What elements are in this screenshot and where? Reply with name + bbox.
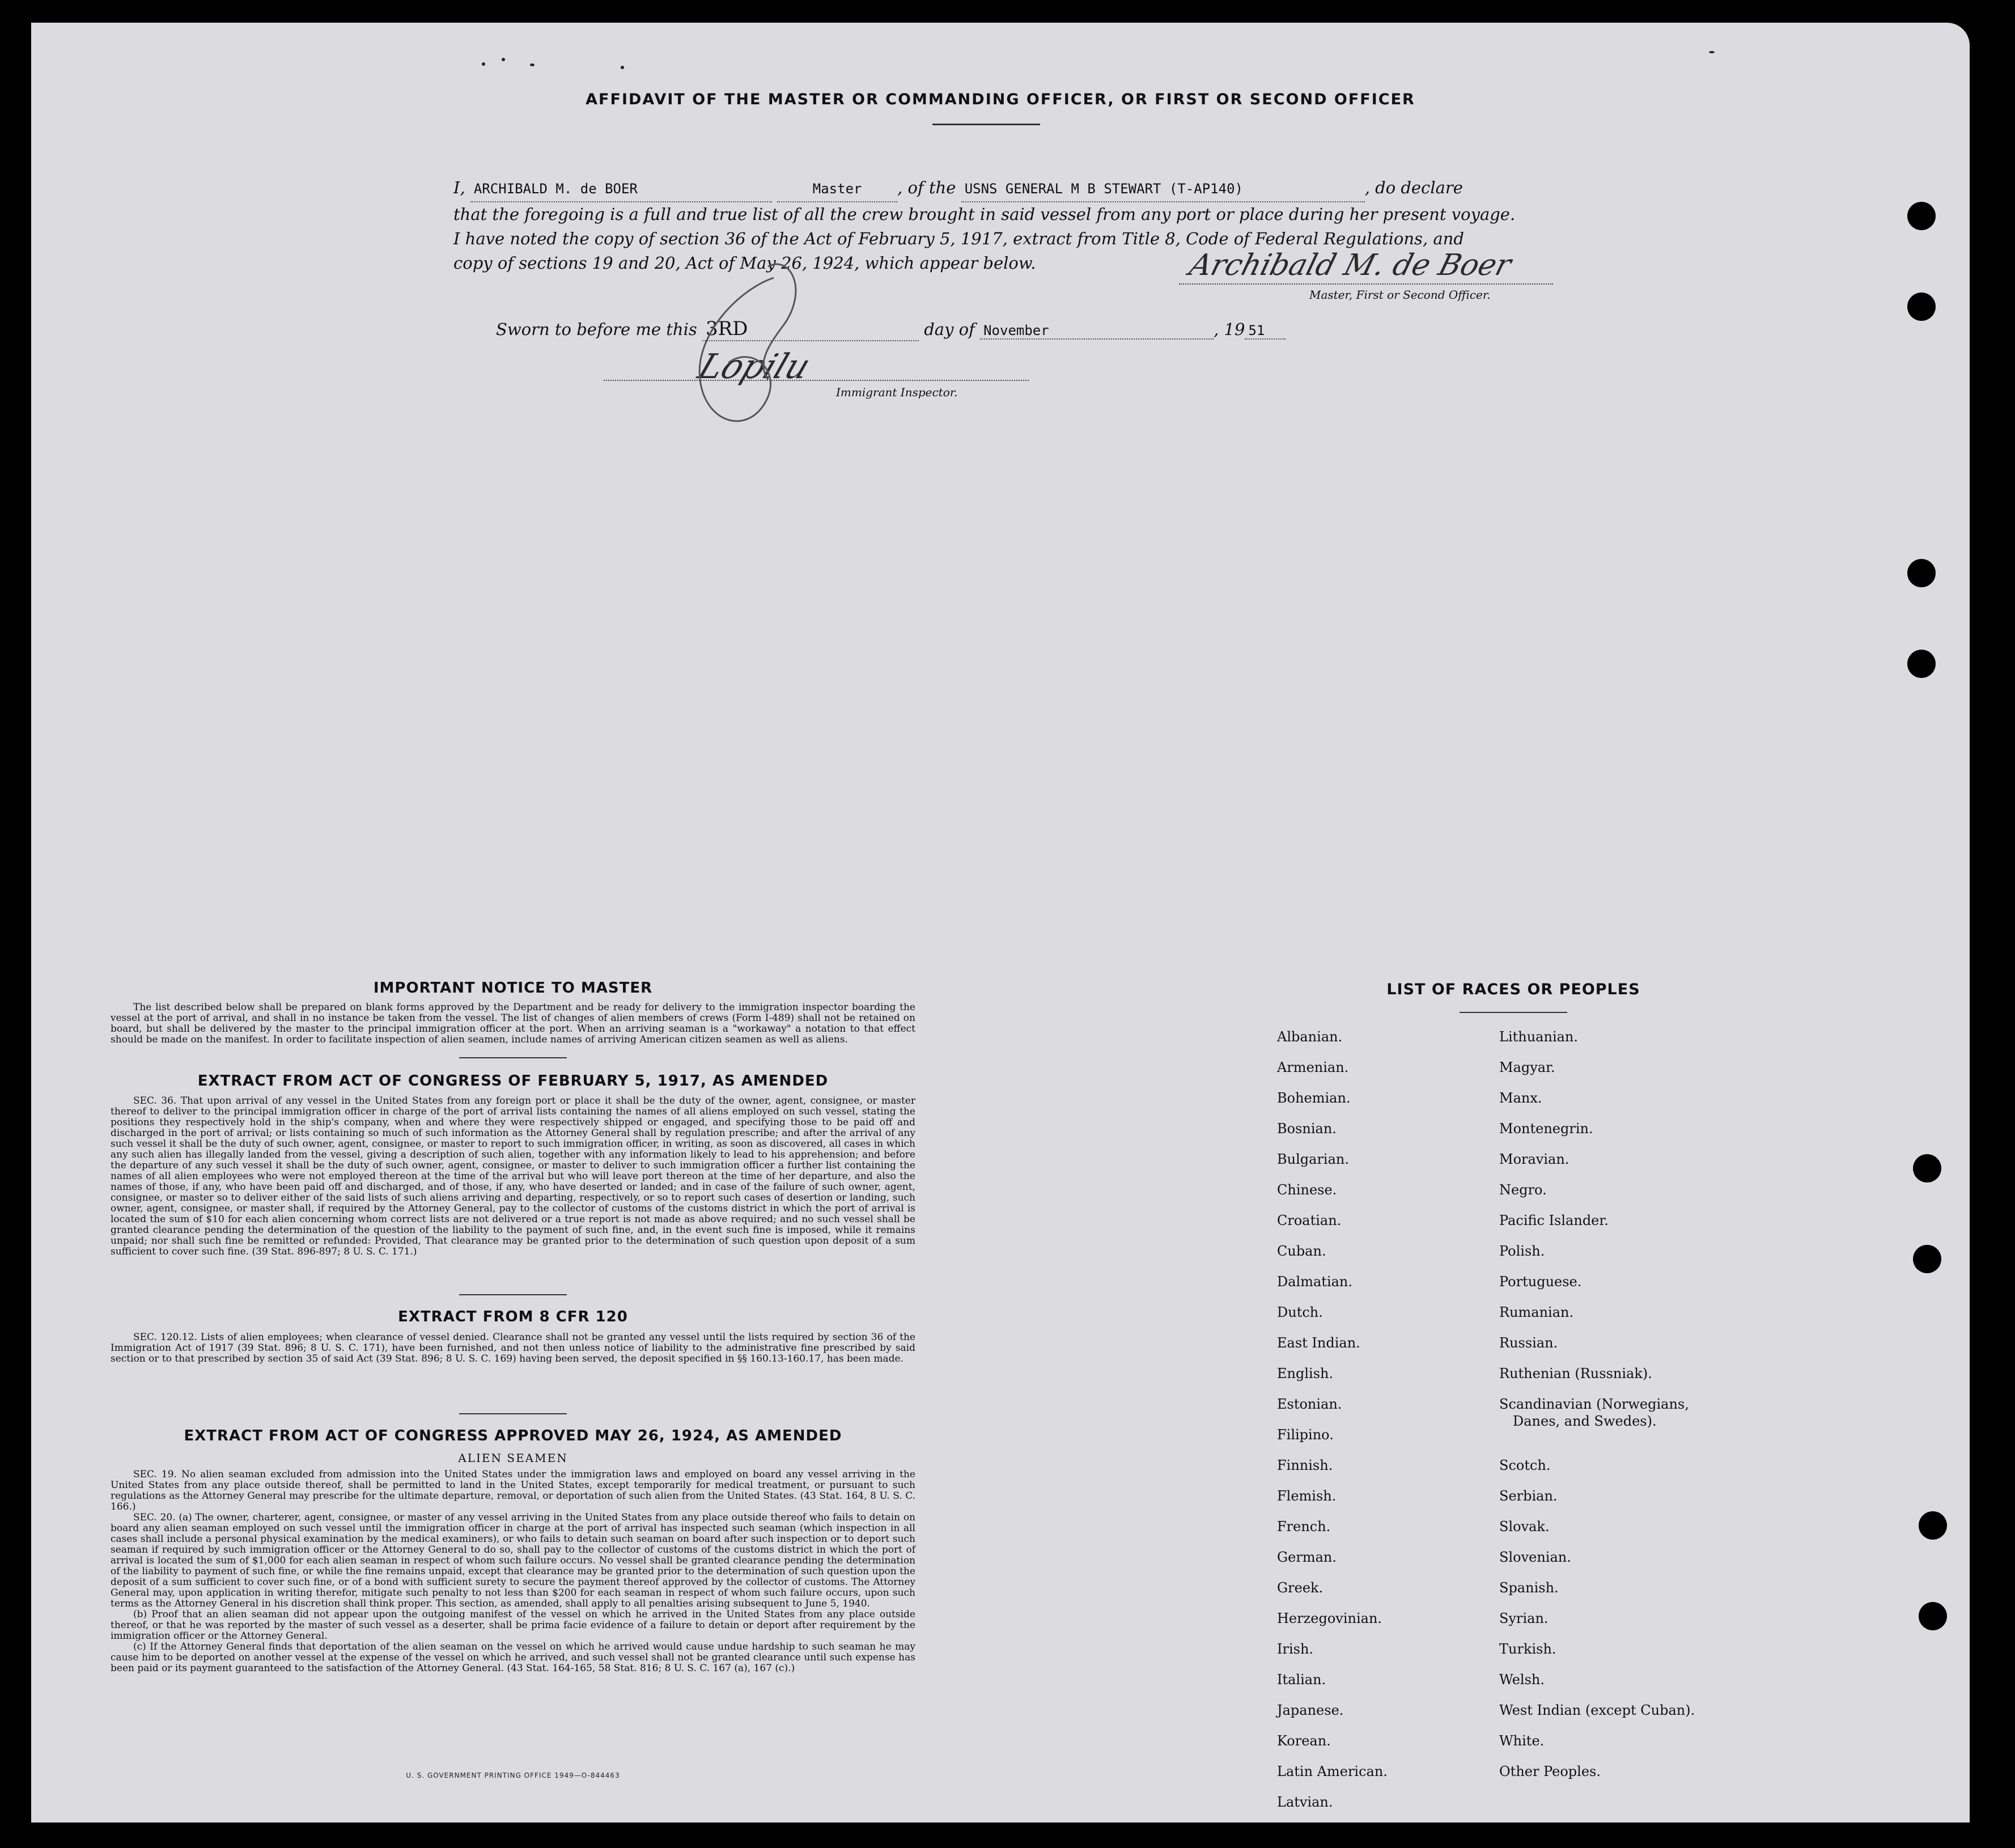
binder-hole (1907, 559, 1936, 587)
race-item: Dutch. (1277, 1304, 1323, 1320)
binder-hole (1913, 1154, 1941, 1182)
extract-cfr-rule (459, 1413, 567, 1414)
affidavit-title: AFFIDAVIT OF THE MASTER OR COMMANDING OFFICER, OR FIRST OR SECOND OFFICER (586, 91, 1415, 108)
race-item: Spanish. (1499, 1580, 1559, 1596)
speck (502, 58, 505, 61)
race-item: Flemish. (1277, 1488, 1337, 1504)
race-item: Bosnian. (1277, 1121, 1337, 1137)
month-field: November (980, 323, 1214, 340)
race-item: German. (1277, 1549, 1337, 1565)
declaration-pronoun: I, (453, 178, 465, 197)
sworn-prefix: Sworn to before me this (496, 320, 697, 339)
extract-cfr-text: SEC. 120.12. Lists of alien employees; when clearance of vessel denied. Clearance shall not be granted any vessel until the lists required by section 36 of the Immigration Act of 1917 (39 Stat. 896; 8 U. S. C. 171), have been furnished, and not then unless notice of liability to the administrative fine prescribed by said section or to that prescribed by section 35 of said Act (39 Stat. 896; 8 U. S. C. 169) having been served, the deposit specified in §§ 160.13-160.17, has been made. (111, 1332, 915, 1364)
notice-rule (459, 1057, 567, 1058)
extract-1917-text: SEC. 36. That upon arrival of any vessel in the United States from any foreign port or place it shall be the duty of the owner, agent, consignee, or master thereof to deliver to the principal immigration officer in charge of the port of arrival lists containing the names of all aliens employed on such vessel, stating the positions they respectively hold in the ship's company, when and where they were respectively shipped or engaged, and specifying those to be paid off and discharged in the port of arrival; or lists containing so much of such information as the Attorney General shall by regulation prescribe; and after the arrival of any such vessel it shall be the duty of such owner, agent, consignee, or master to report to such immigration officer, in writing, as soon as discovered, all cases in which any such alien has illegally landed from the vessel, giving a description of such alien, together with any information likely to lead to his apprehension; and before the departure of any such vessel it shall be the duty of such owner, agent, consignee, or master to deliver to such immigration officer a further list containing the names of all alien employees who were not employed thereon at the time of the arrival but who will leave port thereon at the time of her departure, and also the names of those, if any, who have been paid off and discharged, and of those, if any, who have deserted or landed; and in case of the failure of such owner, agent, consignee, or master so to deliver either of the said lists of such aliens arriving and departing, respectively, or so to report such cases of desertion or landing, such owner, agent, consignee, or master shall, if required by the Attorney General, pay to the collector of customs of the customs district in which the port of arrival is located the sum of $10 for each alien concerning whom correct lists are not delivered or a true report is not made as above required; and no such vessel shall be granted clearance pending the determination of the question of the liability to the payment of such fine, and, in the event such fine is imposed, while it remains unpaid; nor shall such fine be remitted or refunded: Provided, That clearance may be granted prior to the determination of such question upon deposit of a sum sufficient to cover such fine. (39 Stat. 896-897; 8 U. S. C. 171.) (111, 1095, 915, 1257)
race-item: Japanese. (1277, 1702, 1344, 1718)
race-item: Serbian. (1499, 1488, 1558, 1504)
race-item: Latin American. (1277, 1764, 1388, 1779)
inspector-caption: Immigrant Inspector. (836, 385, 958, 399)
binder-hole (1919, 1511, 1947, 1540)
race-item: Lithuanian. (1499, 1029, 1579, 1045)
section-20a-text: SEC. 20. (a) The owner, charterer, agent, consignee, or master of any vessel arriving in the United States from any place outside thereof who fails to detain on board any alien seaman employed on such vessel until the immigration officer in charge at the port of arrival has inspected such seaman (which inspection in all cases shall include a personal physical examination by the medical examiners), or who fails to detain such seaman on board after such inspection or to deport such seaman if required by such immigration officer or the Attorney General to do so, shall pay to the collector of customs of the customs district in which the port of arrival is located the sum of $1,000 for each alien seaman in respect of whom such failure occurs. No vessel shall be granted clearance pending the determination of the liability to payment of such fine, or while the fine remains unpaid, except that clearance may be granted prior to the determination of such question upon the deposit of a sum sufficient to cover such fine, or of a bond with sufficient surety to secure the payment thereof approved by the collector of customs. The Attorney General may, upon application in writing therefor, mitigate such penalty to not less than $200 for each seaman in respect of whom such failure occurs, upon such terms as the Attorney General in his discretion shall think proper. This section, as amended, shall apply to all penalties arising subsequent to June 5, 1940. (111, 1512, 915, 1609)
section-20b-text: (b) Proof that an alien seaman did not appear upon the outgoing manifest of the vessel on which he arrived in the United States from any place outside thereof, or that he was reported by the master of such vessel as a deserter, shall be prima facie evidence of a failure to detain or deport after requirement by the immigration officer or the Attorney General. (111, 1609, 915, 1642)
year-field: 51 (1245, 323, 1286, 340)
speck (482, 62, 485, 66)
race-item: English. (1277, 1366, 1334, 1381)
extract-cfr-title: EXTRACT FROM 8 CFR 120 (398, 1308, 628, 1325)
race-item: Finnish. (1277, 1457, 1333, 1473)
race-item: Slovak. (1499, 1519, 1550, 1535)
declaration-line-2: that the foregoing is a full and true list of all the crew brought in said vessel from any port or place during her present voyage. (453, 205, 1516, 224)
races-rule (1460, 1012, 1567, 1013)
race-item: Irish. (1277, 1641, 1314, 1657)
race-item: Ruthenian (Russniak). (1499, 1366, 1652, 1381)
declaration-line-3: I have noted the copy of section 36 of the Act of February 5, 1917, extract from Title 8, Code of Federal Regulations, and (453, 229, 1464, 248)
race-item: Polish. (1499, 1243, 1545, 1259)
signer-caption: Master, First or Second Officer. (1309, 288, 1491, 302)
binder-hole (1919, 1602, 1947, 1630)
race-item: Other Peoples. (1499, 1764, 1601, 1779)
section-19-text: SEC. 19. No alien seaman excluded from admission into the United States under the immigration laws and employed on board any vessel arriving in the United States from any place outside thereof, shall be permitted to land in the United States, except temporarily for medical treatment, or pursuant to such regulations as the Attorney General may prescribe for the ultimate departure, removal, or deportation of such alien from the United States. (43 Stat. 164, 8 U. S. C. 166.) (111, 1469, 915, 1512)
year-prefix: , 19 (1214, 320, 1245, 339)
master-signature-line (1179, 244, 1553, 285)
master-signature: Archibald M. de Boer (1185, 248, 1515, 282)
race-item: East Indian. (1277, 1335, 1360, 1351)
race-item: Turkish. (1499, 1641, 1556, 1657)
race-item: Italian. (1277, 1672, 1326, 1688)
document-page (31, 23, 1970, 1822)
declaration-line-4: copy of sections 19 and 20, Act of May 26, 1924, which appear below. (453, 253, 1036, 273)
binder-hole (1913, 1245, 1941, 1273)
race-item: Korean. (1277, 1733, 1331, 1749)
speck (621, 66, 624, 69)
race-item: Estonian. (1277, 1396, 1342, 1412)
rank-field: Master (777, 177, 897, 202)
race-item: Bulgarian. (1277, 1151, 1349, 1167)
extract-1924-body (111, 1469, 915, 1674)
race-item: Herzegovinian. (1277, 1610, 1382, 1626)
race-item: Russian. (1499, 1335, 1558, 1351)
binder-hole (1907, 202, 1936, 230)
race-item: White. (1499, 1733, 1545, 1749)
race-item: Pacific Islander. (1499, 1213, 1609, 1228)
race-item: Scandinavian (Norwegians, (1499, 1396, 1689, 1412)
races-title: LIST OF RACES OR PEOPLES (1386, 981, 1640, 998)
race-item: Filipino. (1277, 1427, 1334, 1443)
binder-hole (1907, 293, 1936, 321)
do-declare-text: , do declare (1364, 178, 1463, 197)
race-item: Slovenian. (1499, 1549, 1571, 1565)
race-item: Chinese. (1277, 1182, 1337, 1198)
extract-1917-rule (459, 1294, 567, 1295)
race-item: Syrian. (1499, 1610, 1549, 1626)
extract-1917-title: EXTRACT FROM ACT OF CONGRESS OF FEBRUARY 5, 1917, AS AMENDED (197, 1073, 829, 1090)
binder-hole (1907, 650, 1936, 678)
master-name-field: ARCHIBALD M. de BOER (470, 177, 772, 202)
race-item: Latvian. (1277, 1794, 1333, 1810)
speck (530, 63, 534, 66)
extract-1924-subtitle: ALIEN SEAMEN (458, 1451, 568, 1465)
race-item: Magyar. (1499, 1059, 1555, 1075)
race-item: Montenegrin. (1499, 1121, 1593, 1137)
day-of-text: day of (924, 320, 975, 339)
notice-text: The list described below shall be prepared on blank forms approved by the Department and be ready for delivery to the immigration inspector boarding the vessel at the port of arrival, and shall in no instance be taken from the vessel. The list of changes of alien members of crews (Form I-489) shall not be retained on board, but shall be delivered by the master to the principal immigration officer at the port. When an arriving seaman is a "workaway" a notation to that effect should be made on the manifest. In order to facilitate inspection of alien seamen, include names of arriving American citizen seamen as well as aliens. (111, 1002, 915, 1045)
race-item: Portuguese. (1499, 1274, 1582, 1290)
race-item: Bohemian. (1277, 1090, 1351, 1106)
vessel-name-field: USNS GENERAL M B STEWART (T-AP140) (961, 177, 1365, 202)
race-item: Moravian. (1499, 1151, 1569, 1167)
of-the-text: , of the (897, 178, 956, 197)
speck (1709, 51, 1715, 53)
extract-1924-title: EXTRACT FROM ACT OF CONGRESS APPROVED MAY 26, 1924, AS AMENDED (184, 1427, 842, 1444)
gpo-imprint: U. S. GOVERNMENT PRINTING OFFICE 1949—O-844463 (406, 1771, 620, 1779)
day-field: 3RD (702, 317, 919, 341)
race-item: Dalmatian. (1277, 1274, 1353, 1290)
race-item: Danes, and Swedes). (1513, 1413, 1657, 1429)
section-20c-text: (c) If the Attorney General finds that deportation of the alien seaman on the vessel on which he arrived would cause undue hardship to such seaman he may cause him to be deported on another vessel at the expense of the vessel on which he arrived, and such vessel shall not be granted clearance until such expense has been paid or its payment guaranteed to the satisfaction of the Attorney General. (43 Stat. 164-165, 58 Stat. 816; 8 U. S. C. 167 (a), 167 (c).) (111, 1641, 915, 1674)
race-item: Albanian. (1277, 1029, 1343, 1045)
race-item: Scotch. (1499, 1457, 1551, 1473)
signature-flourish (672, 255, 898, 448)
declaration-line-1 (453, 176, 1564, 202)
race-item: Greek. (1277, 1580, 1323, 1596)
race-item: Armenian. (1277, 1059, 1349, 1075)
race-item: West Indian (except Cuban). (1499, 1702, 1695, 1718)
inspector-signature: Lopilu (693, 347, 816, 387)
title-rule (932, 124, 1040, 125)
race-item: Manx. (1499, 1090, 1542, 1106)
race-item: Welsh. (1499, 1672, 1545, 1688)
race-item: Cuban. (1277, 1243, 1326, 1259)
race-item: Rumanian. (1499, 1304, 1574, 1320)
race-item: Negro. (1499, 1182, 1547, 1198)
race-item: French. (1277, 1519, 1331, 1535)
notice-title: IMPORTANT NOTICE TO MASTER (373, 980, 653, 997)
race-item: Croatian. (1277, 1213, 1342, 1228)
